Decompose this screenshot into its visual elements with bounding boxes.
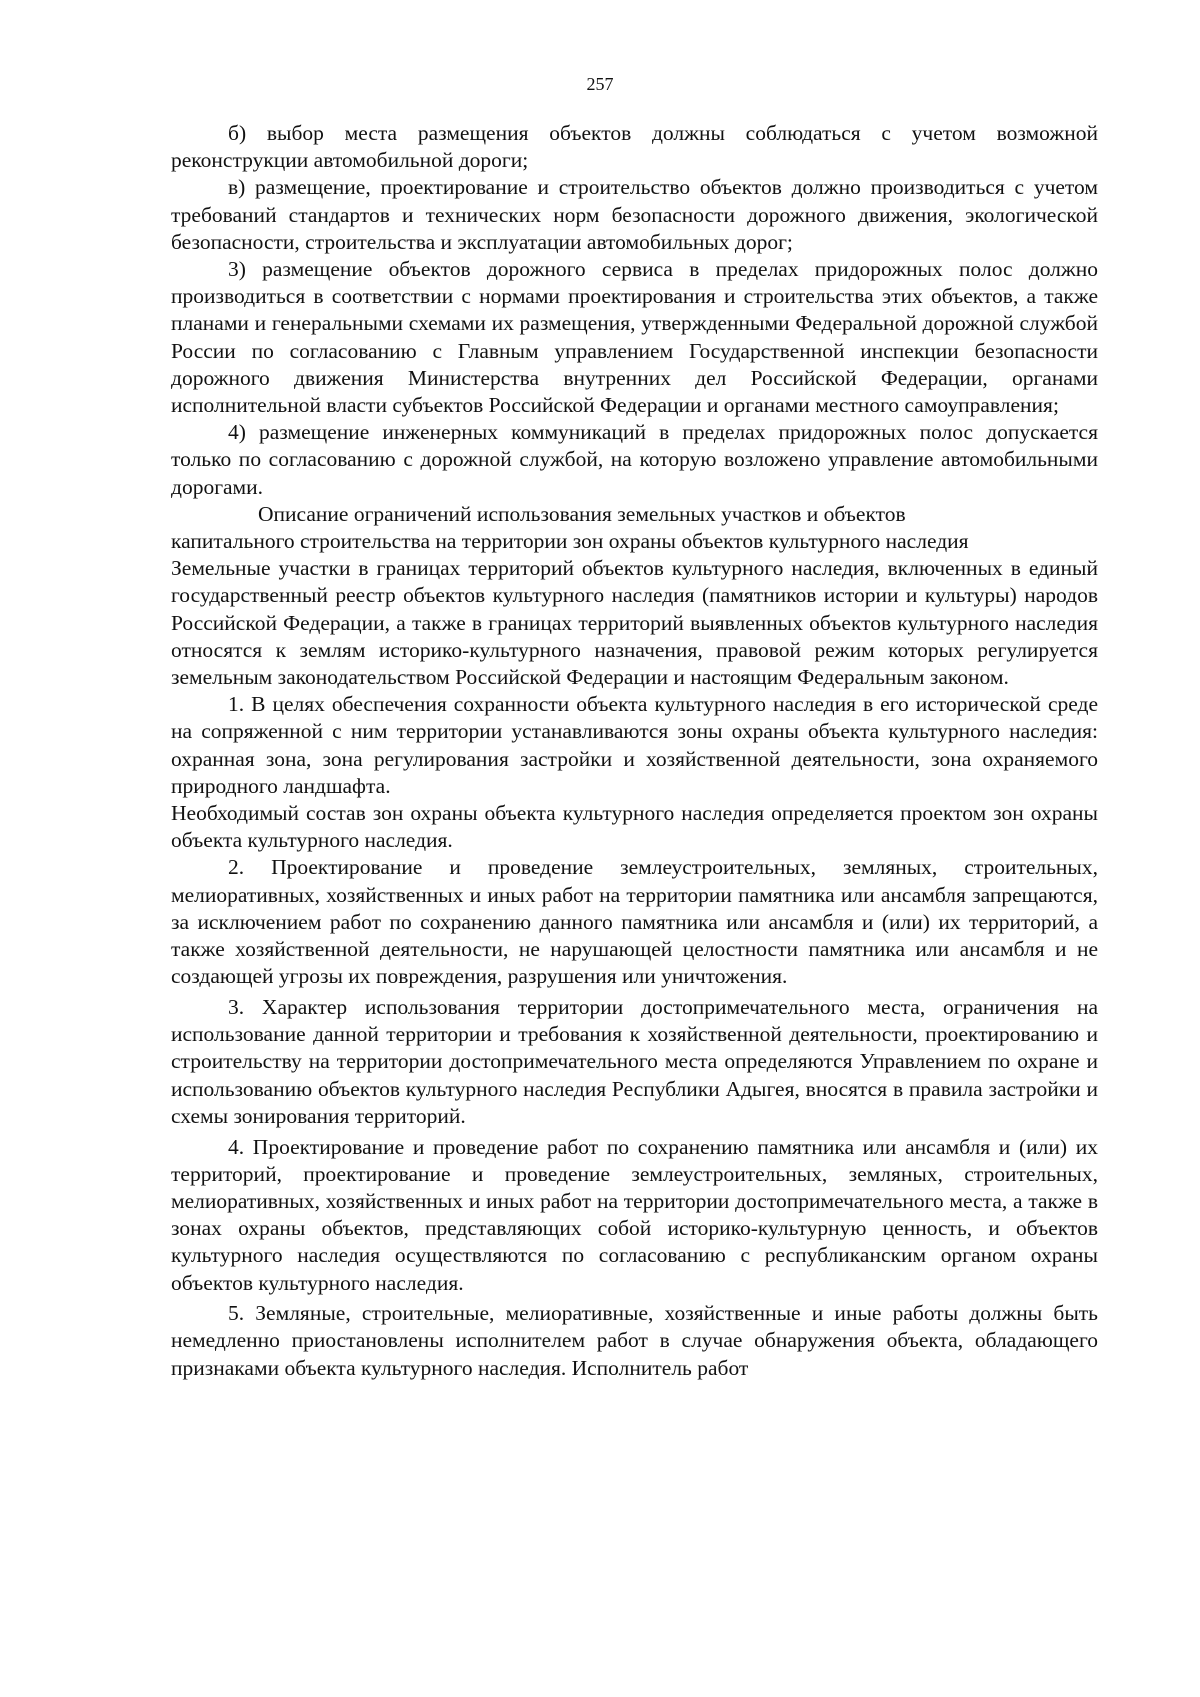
item-4: 4. Проектирование и проведение работ по сохранению памятника или ансамбля и (или) их территорий, проектирование и проведение землеустроительных, земляных, строительных, мелиоративных, хозяйственных и иных работ на территории достопримечательного места, а также в зонах охраны объектов, представляющих собой историко-культурную ценность, и объектов культурного наследия осуществляются по согласованию с республиканским органом охраны объектов культурного наследия. xyxy=(171,1134,1098,1295)
item-3: 3. Характер использования территории достопримечательного места, ограничения на использование данной территории и требования к хозяйственной деятельности, проектированию и строительству на территории достопримечательного места определяются Управлением по охране и использованию объектов культурного наследия Республики Адыгея, вносятся в правила застройки и схемы зонирования территорий. xyxy=(171,995,1098,1128)
section-heading xyxy=(171,501,1098,555)
paragraph-4: 4) размещение инженерных коммуникаций в пределах придорожных полос допускается только по согласованию с дорожной службой, на которую возложено управление автомобильными дорогами. xyxy=(171,420,1098,499)
section-heading-line2: капитального строительства на территории зон охраны объектов культурного наследия xyxy=(171,529,969,554)
item-1-continued: Необходимый состав зон охраны объекта культурного наследия определяется проектом зон охраны объекта культурного наследия. xyxy=(171,801,1098,853)
document-body xyxy=(171,120,1098,1382)
paragraph-3: 3) размещение объектов дорожного сервиса в пределах придорожных полос должно производиться в соответствии с нормами проектирования и строительства этих объектов, а также планами и генеральными схемами их размещения, утвержденными Федеральной дорожной службой России по согласованию с Главным управлением Государственной инспекции безопасности дорожного движения Министерства внутренних дел Российской Федерации, органами исполнительной власти субъектов Российской Федерации и органами местного самоуправления; xyxy=(171,257,1098,418)
section-heading-line1: Описание ограничений использования земельных участков и объектов xyxy=(258,501,906,526)
paragraph-v: в) размещение, проектирование и строительство объектов должно производиться с учетом требований стандартов и технических норм безопасности дорожного движения, экологической безопасности, строительства и эксплуатации автомобильных дорог; xyxy=(171,175,1098,254)
item-5: 5. Земляные, строительные, мелиоративные, хозяйственные и иные работы должны быть немедленно приостановлены исполнителем работ в случае обнаружения объекта, обладающего признаками объекта культурного наследия. Исполнитель работ xyxy=(171,1301,1098,1380)
item-2: 2. Проектирование и проведение землеустроительных, земляных, строительных, мелиоративных, хозяйственных и иных работ на территории памятника или ансамбля запрещаются, за исключением работ по сохранению данного памятника или ансамбля и (или) их территорий, а также хозяйственной деятельности, не нарушающей целостности памятника или ансамбля и не создающей угрозы их повреждения, разрушения или уничтожения. xyxy=(171,855,1098,989)
page-number: 257 xyxy=(586,74,614,94)
item-1: 1. В целях обеспечения сохранности объекта культурного наследия в его исторической среде на сопряженной с ним территории устанавливаются зоны охраны объекта культурного наследия: охранная зона, зона регулирования застройки и хозяйственной деятельности, зона охраняемого природного ландшафта. xyxy=(171,692,1098,798)
paragraph-b: б) выбор места размещения объектов должны соблюдаться с учетом возможной реконструкции автомобильной дороги; xyxy=(171,121,1098,173)
section-intro: Земельные участки в границах территорий объектов культурного наследия, включенных в единый государственный реестр объектов культурного наследия (памятников истории и культуры) народов Российской Федерации, а также в границах территорий выявленных объектов культурного наследия относятся к землям историко-культурного назначения, правовой режим которых регулируется земельным законодательством Российской Федерации и настоящим Федеральным законом. xyxy=(171,556,1098,690)
